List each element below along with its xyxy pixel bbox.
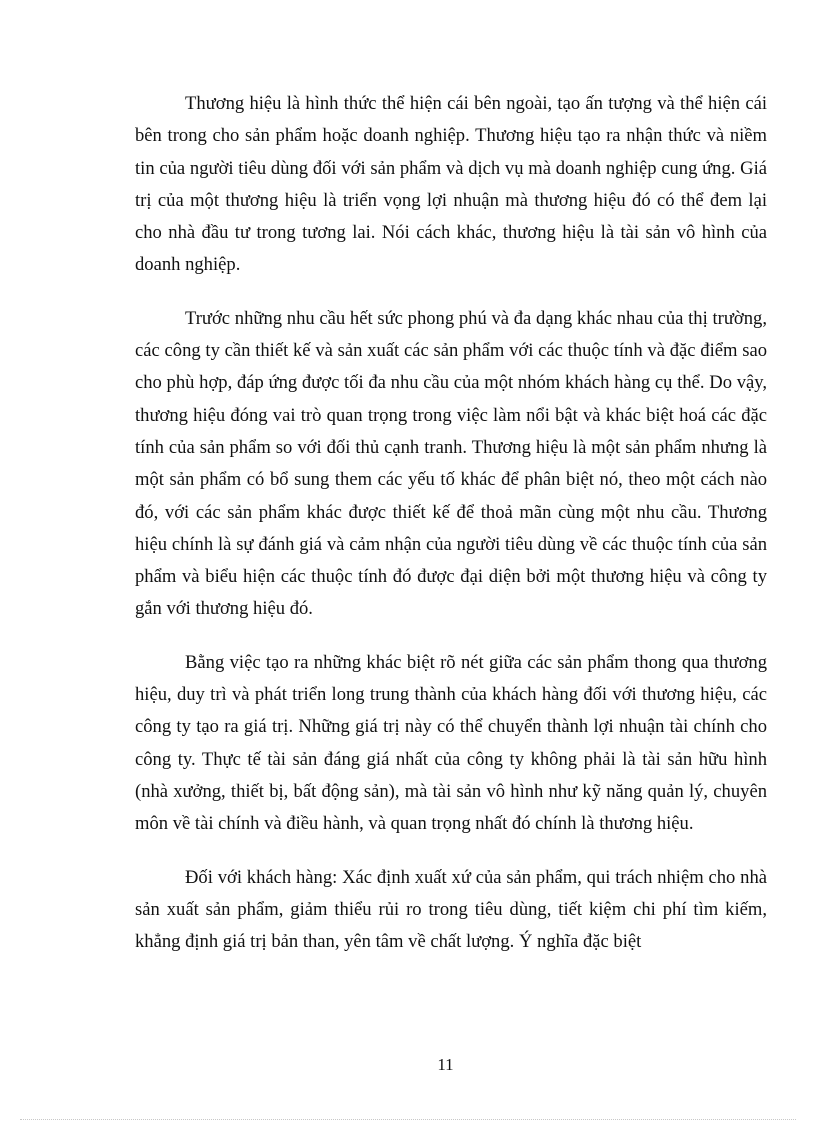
page-divider xyxy=(20,1119,796,1120)
paragraph-market-needs: Trước những nhu cầu hết sức phong phú và đa dạng khác nhau của thị trường, các công ty cần thiết kế và sản xuất các sản phẩm với các thuộc tính và đặc điểm sao cho phù hợp, đáp ứng được tối đa nhu cầu của một nhóm khách hàng cụ thể. Do vậy, thương hiệu đóng vai trò quan trọng trong việc làm nổi bật và khác biệt hoá các đặc tính của sản phẩm so với đối thủ cạnh tranh. Thương hiệu là một sản phẩm nhưng là một sản phẩm có bổ sung them các yếu tố khác để phân biệt nó, theo một cách nào đó, với các sản phẩm khác được thiết kế để thoả mãn cùng một nhu cầu. Thương hiệu chính là sự đánh giá và cảm nhận của người tiêu dùng về các thuộc tính của sản phẩm và biểu hiện các thuộc tính đó được đại diện bởi một thương hiệu và công ty gắn với thương hiệu đó. xyxy=(135,307,767,620)
page-number: 11 xyxy=(437,1055,454,1074)
paragraph-customer-benefits: Đối với khách hàng: Xác định xuất xứ của sản phẩm, qui trách nhiệm cho nhà sản xuất sản phẩm, giảm thiểu rủi ro trong tiêu dùng, tiết kiệm chi phí tìm kiếm, khẳng định giá trị bản than, yên tâm về chất lượng. Ý nghĩa đặc biệt xyxy=(135,866,767,953)
paragraph-brand-value: Bằng việc tạo ra những khác biệt rõ nét giữa các sản phẩm thong qua thương hiệu, duy trì và phát triển long trung thành của khách hàng đối với thương hiệu, các công ty tạo ra giá trị. Những giá trị này có thể chuyển thành lợi nhuận tài chính cho công ty. Thực tế tài sản đáng giá nhất của công ty không phải là tài sản hữu hình (nhà xưởng, thiết bị, bất động sản), mà tài sản vô hình như kỹ năng quản lý, chuyên môn về tài chính và điều hành, và quan trọng nhất đó chính là thương hiệu. xyxy=(135,651,767,835)
paragraph-brand-definition: Thương hiệu là hình thức thể hiện cái bên ngoài, tạo ấn tượng và thể hiện cái bên trong cho sản phẩm hoặc doanh nghiệp. Thương hiệu tạo ra nhận thức và niềm tin của người tiêu dùng đối với sản phẩm và dịch vụ mà doanh nghiệp cung ứng. Giá trị của một thương hiệu là triển vọng lợi nhuận mà thương hiệu đó có thể đem lại cho nhà đầu tư trong tương lai. Nói cách khác, thương hiệu là tài sản vô hình của doanh nghiệp. xyxy=(135,93,767,276)
page-body xyxy=(135,88,767,979)
